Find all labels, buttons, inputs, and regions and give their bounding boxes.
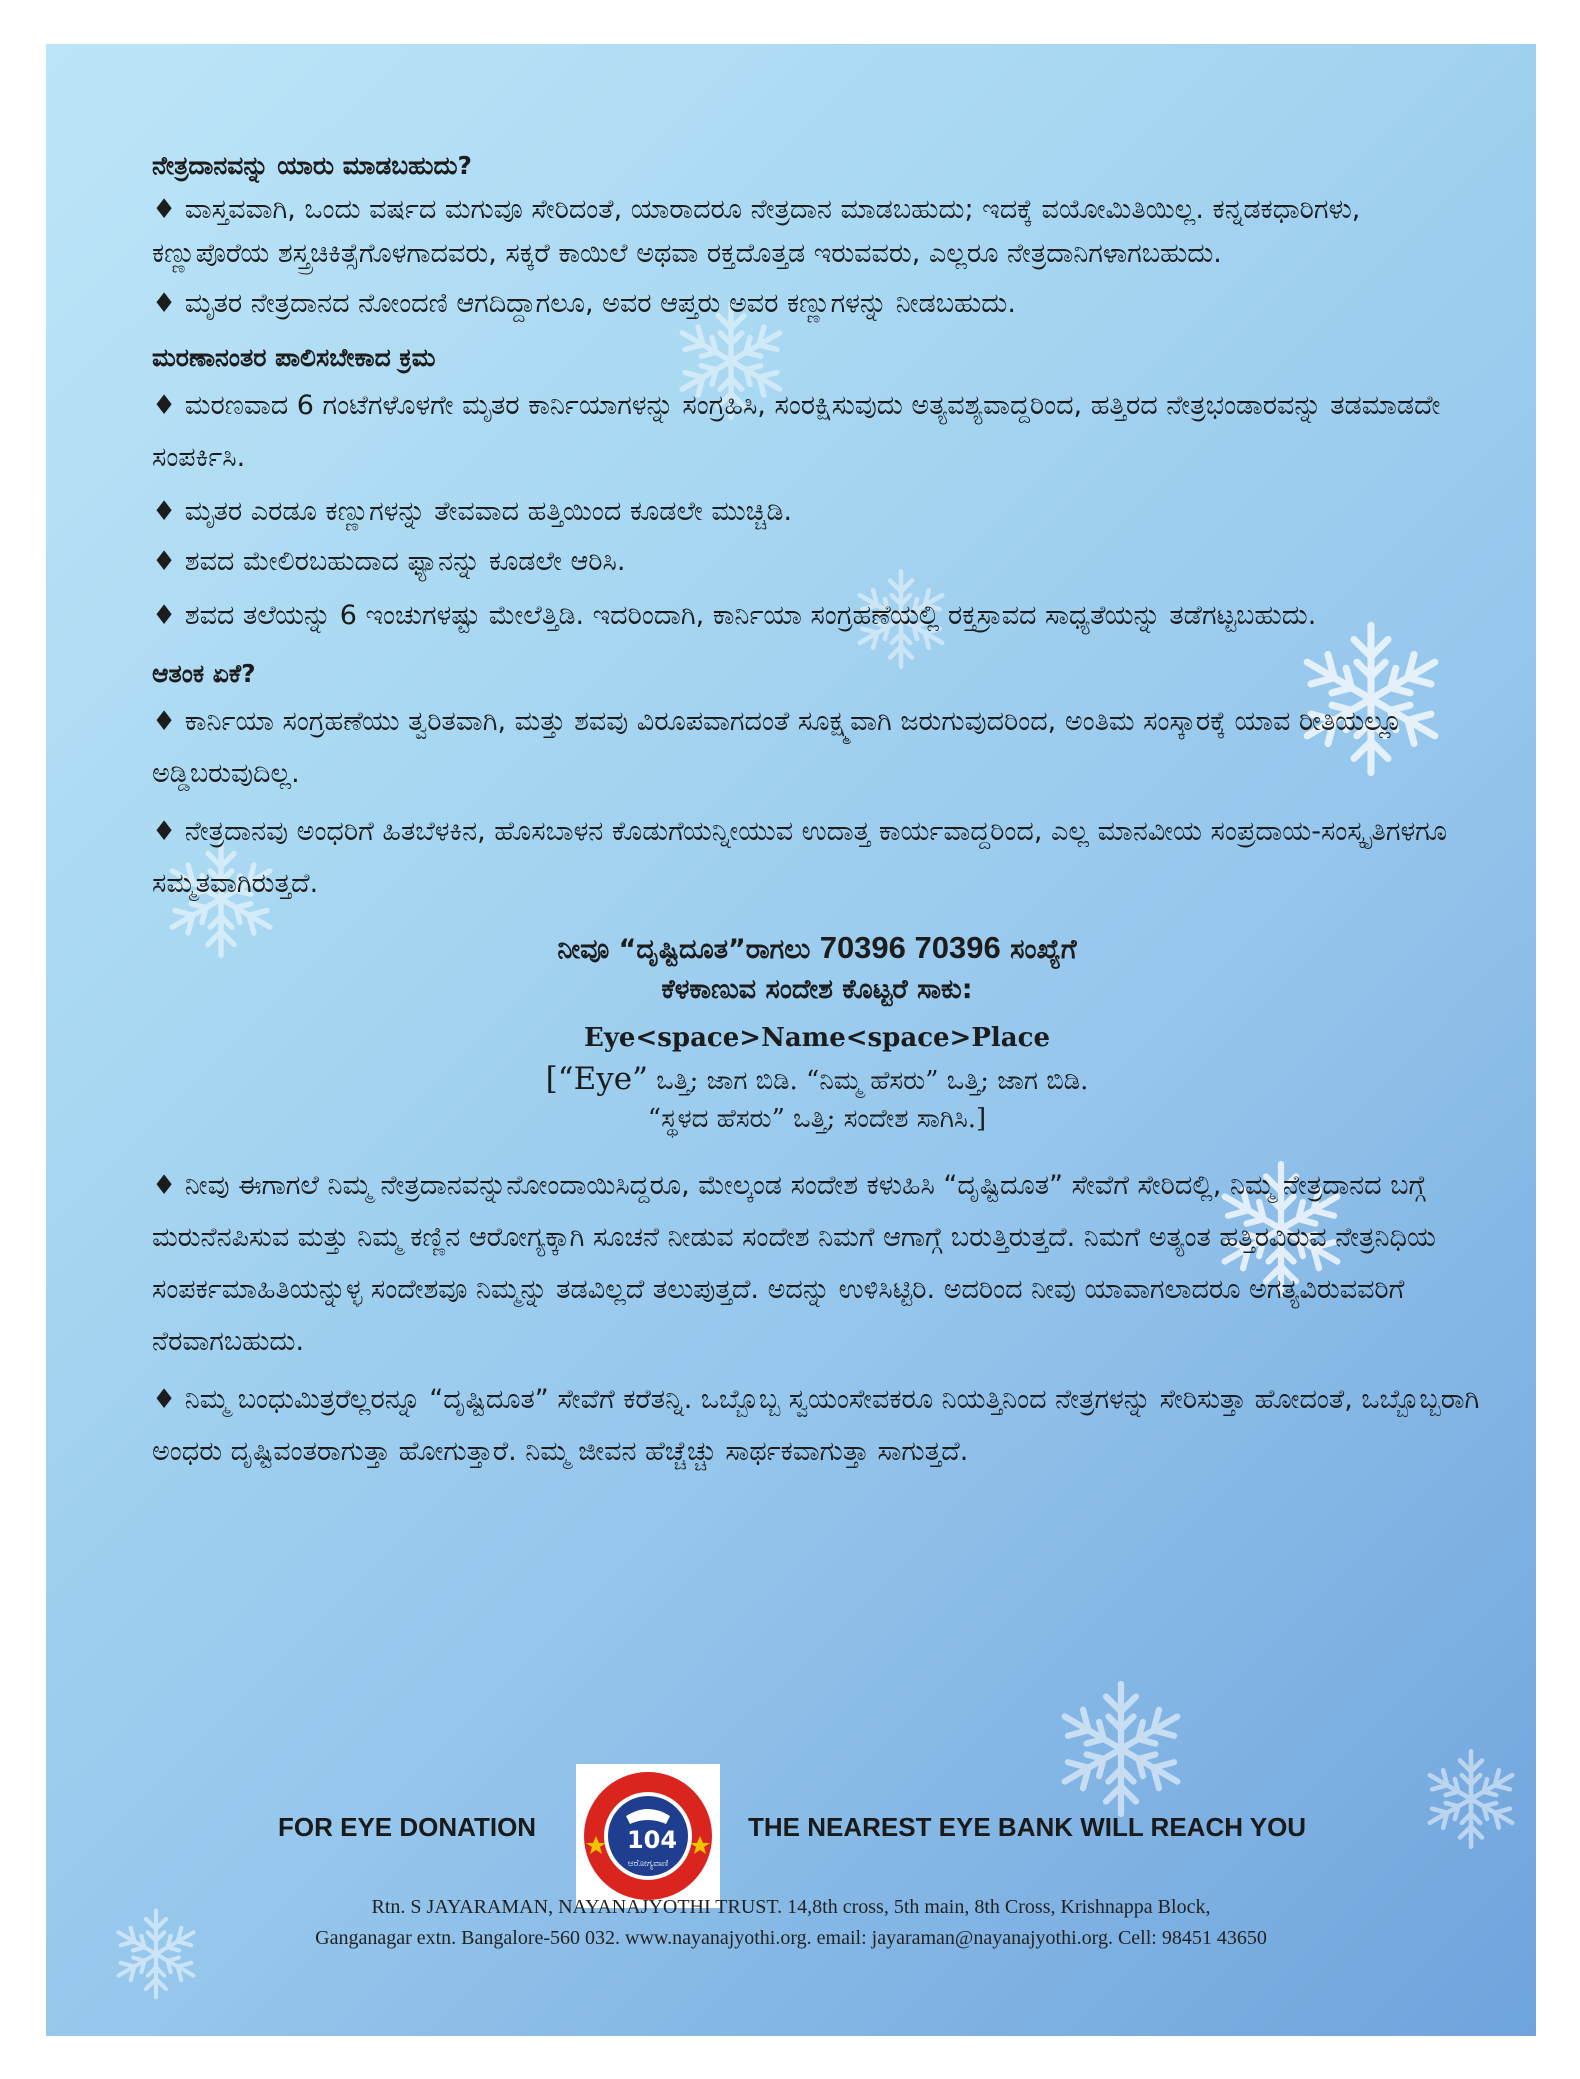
sms-call-to-action [152,928,1482,1138]
instruction-eye: [“Eye” [545,1061,648,1097]
address-line-2: Ganganagar extn. Bangalore-560 032. www.nayanajyothi.org. email: jayaraman@nayanajyothi.org. Cell: 98451 43650 [315,1927,1267,1949]
instruction-text: ಒತ್ತಿ; ಜಾಗ ಬಿಡಿ. “ನಿಮ್ಮ ಹೆಸರು” ಒತ್ತಿ; ಜಾಗ ಬಿಡಿ. [656,1066,1089,1096]
bullet-item: ♦ ಮರಣವಾದ 6 ಗಂಟೆಗಳೊಳಗೇ ಮೃತರ ಕಾರ್ನಿಯಾಗಳನ್ನು ಸಂಗ್ರಹಿಸಿ, ಸಂರಕ್ಷಿಸುವುದು ಅತ್ಯವಶ್ಯವಾದ್ದರಿಂದ, ಹತ್ತಿರದ ನೇತ್ರಭಂಡಾರವನ್ನು ತಡಮಾಡದೇ ಸಂಪರ್ಕಿಸಿ. [152,390,1441,473]
section-after-death-steps [152,336,1482,642]
bullet-item: ♦ ವಾಸ್ತವವಾಗಿ, ಒಂದು ವರ್ಷದ ಮಗುವೂ ಸೇರಿದಂತೆ, ಯಾರಾದರೂ ನೇತ್ರದಾನ ಮಾಡಬಹುದು; ಇದಕ್ಕೆ ವಯೋಮಿತಿಯಿಲ್ಲ. ಕನ್ನಡಕಧಾರಿಗಳು, ಕಣ್ಣುಪೊರೆಯ ಶಸ್ತ್ರಚಿಕಿತ್ಸೆಗೊಳಗಾದವರು, ಸಕ್ಕರೆ ಕಾಯಿಲೆ ಅಥವಾ ರಕ್ತದೊತ್ತಡ ಇರುವವರು, ಎಲ್ಲರೂ ನೇತ್ರದಾನಿಗಳಾಗಬಹುದು. [152,194,1361,269]
poster-background [46,44,1536,2036]
bullet-item: ♦ ಮೃತರ ಎರಡೂ ಕಣ್ಣುಗಳನ್ನು ತೇವವಾದ ಹತ್ತಿಯಿಂದ ಕೂಡಲೇ ಮುಚ್ಚಿಡಿ. [152,496,793,527]
cta-text: ಸಂಖ್ಯೆಗೆ [1010,934,1077,965]
logo-number: 104 [626,1826,678,1854]
bullet-item: ♦ ಶವದ ಮೇಲಿರಬಹುದಾದ ಫ್ಯಾನನ್ನು ಕೂಡಲೇ ಆರಿಸಿ. [152,546,626,577]
section-who-can-donate [152,144,1482,326]
bullet-item: ♦ ನಿಮ್ಮ ಬಂಧುಮಿತ್ರರೆಲ್ಲರನ್ನೂ “ದೃಷ್ಟಿದೂತ” ಸೇವೆಗೆ ಕರೆತನ್ನಿ. ಒಬ್ಬೊಬ್ಬ ಸ್ವಯಂಸೇವಕರೂ ನಿಯತ್ತಿನಿಂದ ನೇತ್ರಗಳನ್ನು ಸೇರಿಸುತ್ತಾ ಹೋದಂತೆ, ಒಬ್ಬೊಬ್ಬರಾಗಿ ಅಂಧರು ದೃಷ್ಟಿವಂತರಾಗುತ್ತಾ ಹೋಗುತ್ತಾರೆ. ನಿಮ್ಮ ಜೀವನ ಹೆಚ್ಚೆಚ್ಚು ಸಾರ್ಥಕವಾಗುತ್ತಾ ಸಾಗುತ್ತದೆ. [152,1384,1480,1467]
sms-instruction-line-1 [152,1060,1482,1100]
main-content [152,144,1482,1484]
bullet-item: ♦ ನೀವು ಈಗಾಗಲೆ ನಿಮ್ಮ ನೇತ್ರದಾನವನ್ನುನೋಂದಾಯಿಸಿದ್ದರೂ, ಮೇಲ್ಕಂಡ ಸಂದೇಶ ಕಳುಹಿಸಿ “ದೃಷ್ಟಿದೂತ” ಸೇವೆಗೆ ಸೇರಿದಲ್ಲಿ, ನಿಮ್ಮ ನೇತ್ರದಾನದ ಬಗ್ಗೆ ಮರುನೆನಪಿಸುವ ಮತ್ತು ನಿಮ್ಮ ಕಣ್ಣಿನ ಆರೋಗ್ಯಕ್ಕಾಗಿ ಸೂಚನೆ ನೀಡುವ ಸಂದೇಶ ನಿಮಗೆ ಆಗಾಗ್ಗೆ ಬರುತ್ತಿರುತ್ತದೆ. ನಿಮಗೆ ಅತ್ಯಂತ ಹತ್ತಿರವಿರುವ ನೇತ್ರನಿಧಿಯ ಸಂಪರ್ಕಮಾಹಿತಿಯನ್ನುಳ್ಳ ಸಂದೇಶವೂ ನಿಮ್ಮನ್ನು ತಡವಿಲ್ಲದೆ ತಲುಪುತ್ತದೆ. ಅದನ್ನು ಉಳಿಸಿಟ್ಟಿರಿ. ಅದರಿಂದ ನೀವು ಯಾವಾಗಲಾದರೂ ಅಗತ್ಯವಿರುವವರಿಗೆ ನೆರವಾಗಬಹುದು. [152,1170,1436,1357]
section-closing [152,1160,1482,1478]
cta-line-1 [152,928,1482,970]
arogyavani-logo [576,1764,720,1908]
sms-instruction-line-2: “ಸ್ಥಳದ ಹೆಸರು” ಒತ್ತಿ; ಸಂದೇಶ ಸಾಗಿಸಿ.] [647,1104,987,1134]
bullet-item: ♦ ಮೃತರ ನೇತ್ರದಾನದ ನೋಂದಣಿ ಆಗದಿದ್ದಾಗಲೂ, ಅವರ ಆಪ್ತರು ಅವರ ಕಣ್ಣುಗಳನ್ನು ನೀಡಬಹುದು. [152,288,1016,319]
bullet-item: ♦ ನೇತ್ರದಾನವು ಅಂಧರಿಗೆ ಹಿತಬೆಳಕಿನ, ಹೊಸಬಾಳನ ಕೊಡುಗೆಯನ್ನೀಯುವ ಉದಾತ್ತ ಕಾರ್ಯವಾದ್ದರಿಂದ, ಎಲ್ಲ ಮಾನವೀಯ ಸಂಪ್ರದಾಯ-ಸಂಸ್ಕೃತಿಗಳಗೂ ಸಮ್ಮತವಾಗಿರುತ್ತದೆ. [152,816,1447,899]
footer-left-text: FOR EYE DONATION [278,1812,537,1842]
bullet-item: ♦ ಶವದ ತಲೆಯನ್ನು 6 ಇಂಚುಗಳಷ್ಟು ಮೇಲೆತ್ತಿಡಿ. ಇದರಿಂದಾಗಿ, ಕಾರ್ನಿಯಾ ಸಂಗ್ರಹಣೆಯಲ್ಲಿ ರಕ್ತಸ್ರಾವದ ಸಾಧ್ಯತೆಯನ್ನು ತಡೆಗಟ್ಟಬಹುದು. [152,600,1317,631]
trust-address [46,1892,1536,1954]
section-heading: ಮರಣಾನಂತರ ಪಾಲಿಸಬೇಕಾದ ಕ್ರಮ [152,343,436,372]
sms-format: Eye<space>Name<space>Place [584,1023,1050,1053]
bullet-item: ♦ ಕಾರ್ನಿಯಾ ಸಂಗ್ರಹಣೆಯು ತ್ವರಿತವಾಗಿ, ಮತ್ತು ಶವವು ವಿರೂಪವಾಗದಂತೆ ಸೂಕ್ಷ್ಮವಾಗಿ ಜರುಗುವುದರಿಂದ, ಅಂತಿಮ ಸಂಸ್ಕಾರಕ್ಕೆ ಯಾವ ರೀತಿಯಲ್ಲೂ ಅಡ್ಡಿಬರುವುದಿಲ್ಲ. [152,706,1403,789]
sms-number: 70396 70396 [819,930,1001,965]
logo-label: ಆರೋಗ್ಯವಾಣಿ [627,1859,669,1869]
section-heading: ಆತಂಕ ಏಕೆ? [152,659,256,688]
phone-104-logo-icon [576,1764,720,1908]
address-line-1: Rtn. S JAYARAMAN, NAYANAJYOTHI TRUST. 14,8th cross, 5th main, 8th Cross, Krishnappa Block, [371,1896,1211,1918]
cta-line-2: ಕೆಳಕಾಣುವ ಸಂದೇಶ ಕೊಟ್ಟರೆ ಸಾಕು: [661,974,973,1005]
section-heading: ನೇತ್ರದಾನವನ್ನು ಯಾರು ಮಾಡಬಹುದು? [152,151,473,180]
cta-text: ನೀವೂ “ದೃಷ್ಟಿದೂತ”ರಾಗಲು [557,934,811,965]
footer-band [46,1764,1536,1884]
footer-right-text: THE NEAREST EYE BANK WILL REACH YOU [748,1812,1307,1842]
section-why-worry [152,652,1482,910]
